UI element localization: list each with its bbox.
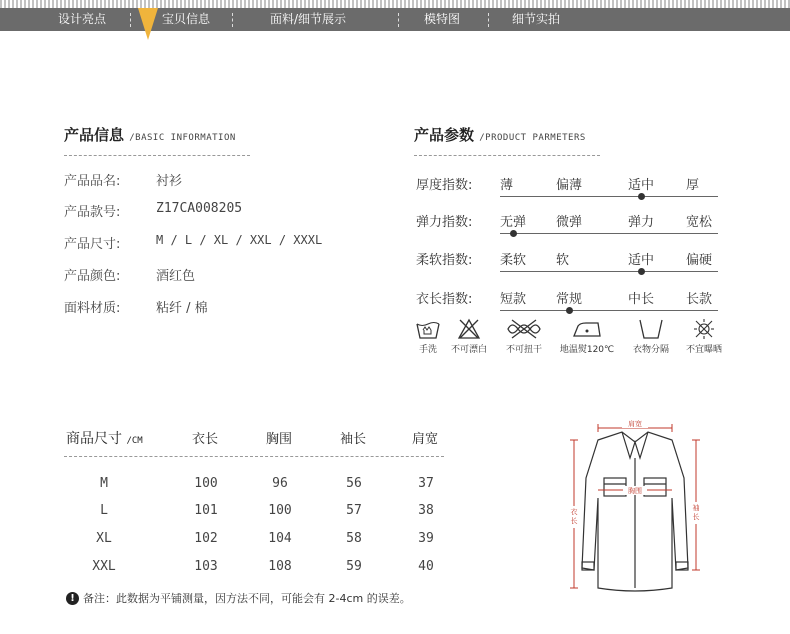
- size-cell: 102: [194, 531, 218, 546]
- no-sun-dry-icon: [692, 318, 716, 340]
- nav-divider: [232, 13, 233, 27]
- size-label: L: [100, 503, 108, 518]
- param-scale-line: [500, 310, 718, 311]
- hand-wash-icon: [415, 318, 441, 340]
- no-bleach-icon: [457, 318, 481, 340]
- separate-wash-icon: [636, 318, 666, 340]
- size-cell: 108: [268, 559, 292, 574]
- size-label: XL: [96, 531, 112, 546]
- care-item: [500, 318, 548, 355]
- care-label: 不宜曝晒: [685, 345, 722, 355]
- care-label: 手洗: [418, 345, 437, 355]
- shirt-measurement-diagram: [560, 418, 710, 598]
- nav-item-fabric[interactable]: 面料/细节展示: [270, 12, 347, 26]
- diagram-label-length: 衣长: [570, 508, 578, 525]
- size-cell: 103: [194, 559, 218, 574]
- care-item: [556, 318, 618, 355]
- param-label: 衣长指数:: [416, 292, 473, 307]
- info-label-name: 产品品名:: [64, 174, 121, 189]
- divider: [64, 456, 444, 457]
- nav-item-design[interactable]: 设计亮点: [58, 12, 107, 26]
- care-label: 衣物分隔: [632, 345, 669, 355]
- care-item: [626, 318, 676, 355]
- info-value-size: M / L / XL / XXL / XXXL: [156, 233, 323, 247]
- param-option: 无弹: [500, 215, 527, 230]
- col-header-shoulder: 肩宽: [412, 432, 439, 447]
- param-option: 适中: [628, 253, 655, 268]
- param-option: 短款: [500, 292, 527, 307]
- product-info-heading: 产品信息 /BASIC INFORMATION: [64, 126, 236, 144]
- col-header-chest: 胸围: [266, 432, 293, 447]
- param-option: 弹力: [628, 215, 655, 230]
- col-header-length: 衣长: [192, 432, 219, 447]
- param-label: 柔软指数:: [416, 253, 473, 268]
- nav-divider: [488, 13, 489, 27]
- param-scale-line: [500, 196, 718, 197]
- param-label: 弹力指数:: [416, 215, 473, 230]
- param-option: 柔软: [500, 253, 527, 268]
- nav-item-model[interactable]: 模特图: [424, 12, 461, 26]
- info-label-sku: 产品款号:: [64, 205, 121, 220]
- size-cell: 39: [418, 531, 434, 546]
- param-selected-dot: [510, 230, 517, 237]
- size-cell: 40: [418, 559, 434, 574]
- param-selected-dot: [566, 307, 573, 314]
- info-value-material: 粘纤 / 棉: [156, 301, 208, 316]
- param-scale-line: [500, 271, 718, 272]
- size-cell: 37: [418, 476, 434, 491]
- size-table-title: 商品尺寸 /CM: [66, 431, 143, 447]
- param-option: 长款: [686, 292, 713, 307]
- param-option: 偏硬: [686, 253, 713, 268]
- nav-pattern: [0, 0, 790, 8]
- param-option: 偏薄: [556, 178, 583, 193]
- nav-item-info[interactable]: 宝贝信息: [162, 12, 211, 26]
- size-cell: 58: [346, 531, 362, 546]
- nav-item-detail[interactable]: 细节实拍: [512, 12, 561, 26]
- nav-divider: [398, 13, 399, 27]
- size-cell: 104: [268, 531, 292, 546]
- size-cell: 56: [346, 476, 362, 491]
- care-item: [413, 318, 443, 355]
- param-label: 厚度指数:: [416, 178, 473, 193]
- size-label: XXL: [92, 559, 116, 574]
- param-scale-line: [500, 233, 718, 234]
- info-label-material: 面料材质:: [64, 301, 121, 316]
- no-wring-icon: [504, 318, 544, 340]
- care-item: [680, 318, 728, 355]
- top-nav: [0, 8, 790, 31]
- param-option: 中长: [628, 292, 655, 307]
- param-option: 厚: [686, 178, 700, 193]
- param-option: 常规: [556, 292, 583, 307]
- size-cell: 100: [268, 503, 292, 518]
- iron-icon: [570, 318, 604, 340]
- size-cell: 101: [194, 503, 218, 518]
- info-label-size: 产品尺寸:: [64, 237, 121, 252]
- care-item: [446, 318, 492, 355]
- param-option: 宽松: [686, 215, 713, 230]
- col-header-sleeve: 袖长: [340, 432, 367, 447]
- warning-icon: !: [66, 592, 79, 605]
- param-selected-dot: [638, 268, 645, 275]
- param-option: 软: [556, 253, 570, 268]
- shirt-outline-icon: [582, 432, 688, 591]
- diagram-label-sleeve: 袖长: [692, 504, 700, 521]
- care-label: 地温熨120℃: [559, 345, 615, 355]
- note-text: 备注：此数据为平铺测量，因方法不同，可能会有 2-4cm 的误差。: [83, 592, 411, 605]
- care-label: 不可漂白: [450, 345, 487, 355]
- info-value-color: 酒红色: [156, 269, 196, 284]
- size-cell: 59: [346, 559, 362, 574]
- size-cell: 38: [418, 503, 434, 518]
- param-option: 适中: [628, 178, 655, 193]
- info-value-name: 衬衫: [156, 174, 183, 189]
- diagram-label-shoulder: 肩宽: [628, 420, 642, 428]
- divider: [414, 155, 600, 156]
- nav-divider: [130, 13, 131, 27]
- divider: [64, 155, 250, 156]
- param-option: 薄: [500, 178, 514, 193]
- size-cell: 100: [194, 476, 218, 491]
- param-option: 微弹: [556, 215, 583, 230]
- active-tab-marker-icon: [138, 8, 158, 40]
- info-value-sku: Z17CA008205: [156, 201, 243, 216]
- product-params-heading: 产品参数 /PRODUCT PARMETERS: [414, 126, 586, 144]
- size-label: M: [100, 476, 108, 491]
- diagram-label-chest: 胸围: [628, 487, 642, 495]
- size-cell: 57: [346, 503, 362, 518]
- care-label: 不可扭干: [505, 345, 542, 355]
- param-selected-dot: [638, 193, 645, 200]
- measurement-note: [66, 590, 411, 606]
- info-label-color: 产品颜色:: [64, 269, 121, 284]
- size-cell: 96: [272, 476, 288, 491]
